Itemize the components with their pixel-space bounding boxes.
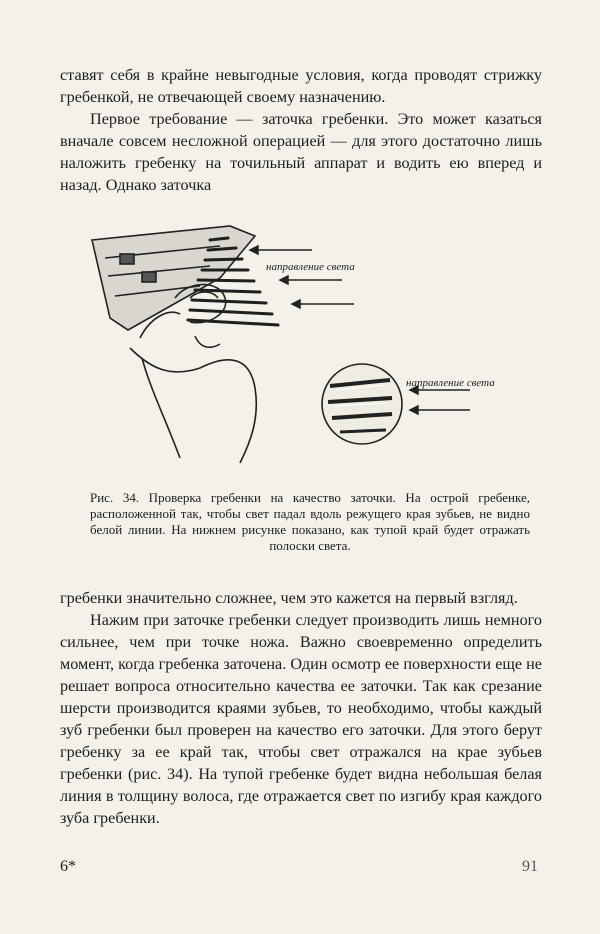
- paragraph: Нажим при заточке гребенки следует производить лишь немного сильнее, чем при точке ножа. Важно своевременно определить момент, когда гребенка заточена. Один осмотр ее поверхности еще не решает вопроса относительно качества ее заточки. Так как срезание шерсти производится краями зубьев, то необходимо, чтобы каждый зуб гребенки был проверен на качество его заточки. Для этого берут гребенку за ее край так, чтобы свет отражался на крае зубьев гребенки (рис. 34). На тупой гребенке будет видна небольшая белая линия в толщину волоса, где отражается свет по изгибу края каждого зуба гребенки.: [60, 611, 542, 827]
- light-direction-label-bottom: направление света: [406, 377, 495, 389]
- text-block-top: [60, 64, 542, 196]
- light-arrows-top: [250, 246, 354, 308]
- paragraph-continued: гребенки значительно сложнее, чем это кажется на первый взгляд.: [60, 589, 518, 607]
- comb-drawing: [92, 226, 255, 330]
- light-arrows-bottom: [410, 386, 470, 414]
- paragraph: Первое требование — заточка гребенки. Это может казаться вначале совсем несложной операцией — для этого достаточно лишь наложить гребенку на точильный аппарат и водить ею вперед и назад. Однако заточка: [60, 110, 542, 194]
- text-block-bottom: [60, 587, 542, 829]
- signature-mark: 6*: [60, 858, 76, 875]
- page-number: 91: [522, 858, 538, 875]
- light-direction-label-top: направление света: [266, 261, 355, 273]
- figure-comb-illustration: [80, 218, 540, 480]
- paragraph-continued: ставят себя в крайне невыгодные условия, когда проводят стрижку гребенкой, не отвечающей своему назначению.: [60, 66, 542, 106]
- magnified-detail: [322, 364, 402, 444]
- figure-caption: Рис. 34. Проверка гребенки на качество заточки. На острой гребенке, расположенной так, чтобы свет падал вдоль режущего края зубьев, не видно белой линии. На нижнем рисунке показано, как тупой край будет отражать полоски света.: [90, 490, 530, 553]
